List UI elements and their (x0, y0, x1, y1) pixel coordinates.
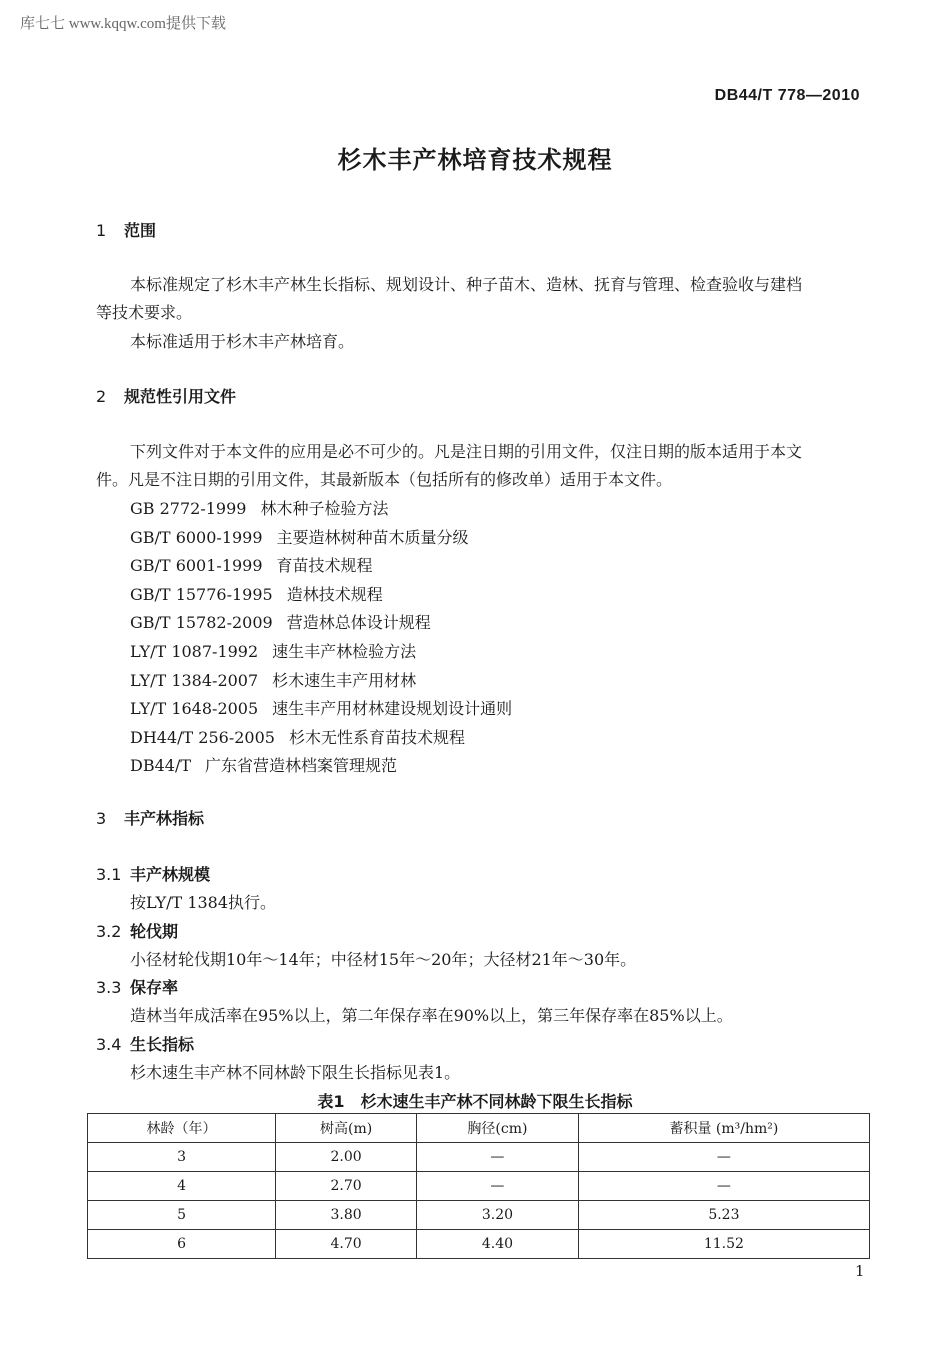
reference-code: LY/T 1384-2007 (130, 670, 259, 690)
table-cell: 5.23 (578, 1201, 869, 1230)
section-title: 规范性引用文件 (124, 387, 237, 406)
reference-item (130, 668, 416, 691)
reference-name: 育苗技术规程 (276, 556, 373, 576)
table-row (88, 1201, 870, 1230)
subsection-text: 造林当年成活率在95%以上，第二年保存率在90%以上，第三年保存率在85%以上。 (130, 1006, 733, 1026)
section-3-heading (96, 806, 204, 829)
standard-number: DB44/T 778—2010 (714, 87, 860, 104)
paragraph-line: 本标准规定了杉木丰产林生长指标、规划设计、种子苗木、造林、抚育与管理、检查验收与建档 (130, 275, 803, 294)
section-number: 1 (96, 221, 107, 240)
subsection-heading (96, 975, 178, 998)
section-number: 3 (96, 809, 107, 828)
subsection-number: 3.1 (96, 865, 122, 884)
subsection-heading (96, 862, 210, 885)
table-cell: — (417, 1143, 579, 1172)
table-cell: 3.80 (276, 1201, 417, 1230)
reference-item (130, 496, 388, 519)
reference-code: GB/T 6000-1999 (130, 527, 263, 547)
growth-index-table (87, 1113, 870, 1259)
table-cell: 11.52 (578, 1230, 869, 1259)
table-cell: 6 (88, 1230, 276, 1259)
reference-name: 速生丰产林检验方法 (272, 642, 417, 661)
table-header: 树高(m) (276, 1114, 417, 1143)
reference-name: 速生丰产用材林建设规划设计通则 (272, 699, 513, 719)
table-row (88, 1172, 870, 1201)
subsection-text: 小径材轮伐期10年～14年；中径材15年～20年；大径材21年～30年。 (130, 949, 637, 969)
table-cell: — (578, 1143, 869, 1172)
paragraph-line: 件。凡是不注日期的引用文件，其最新版本（包括所有的修改单）适用于本文件。 (96, 470, 673, 489)
reference-item (130, 753, 397, 776)
subsection-number: 3.3 (96, 978, 122, 998)
table-cell: 2.00 (276, 1143, 417, 1172)
section-title: 丰产林指标 (124, 809, 205, 828)
paragraph-line: 本标准适用于杉木丰产林培育。 (130, 332, 355, 351)
paragraph-line: 等技术要求。 (96, 303, 193, 322)
table-header: 林龄（年） (88, 1114, 276, 1143)
reference-item (130, 639, 416, 662)
reference-name: 杉木速生丰产用材林 (272, 670, 417, 690)
reference-code: DH44/T 256-2005 (130, 727, 275, 747)
table-cell: 2.70 (276, 1172, 417, 1201)
table-row (88, 1230, 870, 1259)
subsection-title: 丰产林规模 (130, 865, 211, 884)
subsection-text: 杉木速生丰产林不同林龄下限生长指标见表1。 (130, 1063, 461, 1083)
table-cell: 3 (88, 1143, 276, 1172)
reference-item (130, 553, 373, 576)
reference-name: 营造林总体设计规程 (286, 613, 431, 633)
subsection-heading (96, 1032, 194, 1055)
subsection-title: 生长指标 (130, 1035, 195, 1055)
reference-code: DB44/T (130, 756, 192, 776)
reference-code: LY/T 1648-2005 (130, 699, 259, 719)
table-cell: 4 (88, 1172, 276, 1201)
section-1-heading (96, 218, 156, 241)
watermark: 库七七 www.kqqw.com提供下载 (20, 16, 226, 32)
reference-code: GB/T 15776-1995 (130, 584, 273, 604)
table-cell: 3.20 (417, 1201, 579, 1230)
table-row (88, 1143, 870, 1172)
table-cell: 4.70 (276, 1230, 417, 1259)
page-number: 1 (855, 1262, 865, 1280)
reference-name: 广东省营造林档案管理规范 (205, 756, 398, 776)
table-cell: 5 (88, 1201, 276, 1230)
table-caption: 表1 杉木速生丰产林不同林龄下限生长指标 (317, 1092, 633, 1111)
subsection-text: 按LY/T 1384执行。 (130, 893, 277, 912)
reference-code: GB 2772-1999 (130, 499, 247, 518)
reference-name: 杉木无性系育苗技术规程 (288, 727, 465, 747)
paragraph-line: 下列文件对于本文件的应用是必不可少的。凡是注日期的引用文件，仅注日期的版本适用于本文 (130, 442, 803, 461)
table-cell: 4.40 (417, 1230, 579, 1259)
document-title: 杉木丰产林培育技术规程 (337, 146, 613, 174)
reference-item (130, 725, 465, 748)
reference-name: 造林技术规程 (286, 584, 383, 604)
reference-item (130, 696, 512, 719)
table-cell: — (417, 1172, 579, 1201)
table-header: 蓄积量 (m³/hm²) (578, 1114, 869, 1143)
subsection-title: 轮伐期 (130, 921, 179, 941)
table-cell: — (578, 1172, 869, 1201)
section-2-heading (96, 384, 236, 407)
reference-name: 林木种子检验方法 (260, 499, 389, 518)
reference-code: LY/T 1087-1992 (130, 642, 259, 661)
reference-item (130, 582, 383, 605)
reference-name: 主要造林树种苗木质量分级 (276, 527, 469, 547)
subsection-number: 3.4 (96, 1035, 122, 1055)
reference-item (130, 525, 469, 548)
reference-item (130, 610, 431, 633)
reference-code: GB/T 15782-2009 (130, 613, 273, 633)
subsection-number: 3.2 (96, 921, 122, 941)
reference-code: GB/T 6001-1999 (130, 556, 263, 576)
subsection-title: 保存率 (130, 978, 179, 998)
section-number: 2 (96, 387, 107, 406)
section-title: 范围 (124, 221, 157, 240)
subsection-heading (96, 919, 178, 942)
table-header: 胸径(cm) (417, 1114, 579, 1143)
